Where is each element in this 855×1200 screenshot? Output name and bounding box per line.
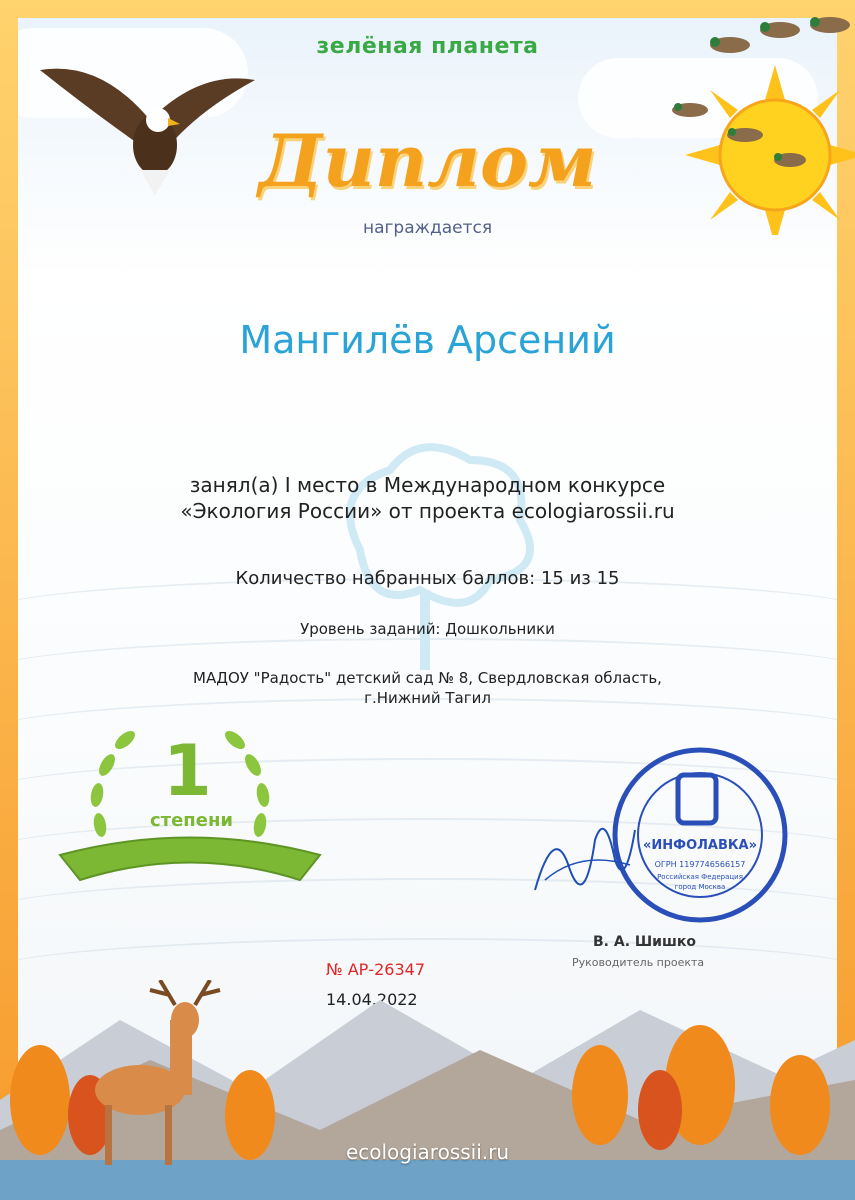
organization-line-2: г.Нижний Тагил (364, 689, 491, 707)
autumn-landscape (0, 980, 855, 1200)
signatory-name: В. А. Шишко (593, 934, 696, 950)
achievement-line-2: «Экология России» от проекта ecologiarossii.ru (180, 499, 675, 523)
badge-number: 1 (163, 730, 212, 812)
brand-logo: зелёная планета (316, 34, 539, 59)
badge-degree-label: степени (150, 810, 234, 831)
organization-line-1: МАДОУ "Радость" детский сад № 8, Свердловская область, (193, 669, 662, 687)
awarded-label: награждается (362, 218, 493, 238)
level-text: Уровень заданий: Дошкольники (300, 620, 555, 638)
achievement-text (0, 472, 855, 524)
stamp-city: город Москва (674, 883, 726, 891)
score-text: Количество набранных баллов: 15 из 15 (235, 568, 620, 589)
tree-watermark (270, 430, 580, 690)
stamp-country: Российская Федерация (657, 873, 743, 881)
recipient-name: Мангилёв Арсений (239, 318, 616, 362)
organization-text (0, 668, 855, 708)
signatory-role: Руководитель проекта (572, 956, 705, 969)
diploma-date: 14.04.2022 (326, 990, 418, 1009)
diploma-number: № АР-26347 (326, 960, 425, 979)
handwritten-signature (530, 810, 640, 910)
achievement-line-1: занял(а) I место в Международном конкурсе (189, 473, 666, 497)
diploma-title: Диплом (258, 118, 597, 203)
footer-website: ecologiarossii.ru (345, 1140, 510, 1164)
stamp-company: «ИНФОЛАВКА» (643, 838, 757, 853)
stamp-ogrn: ОГРН 1197746566157 (654, 860, 746, 869)
